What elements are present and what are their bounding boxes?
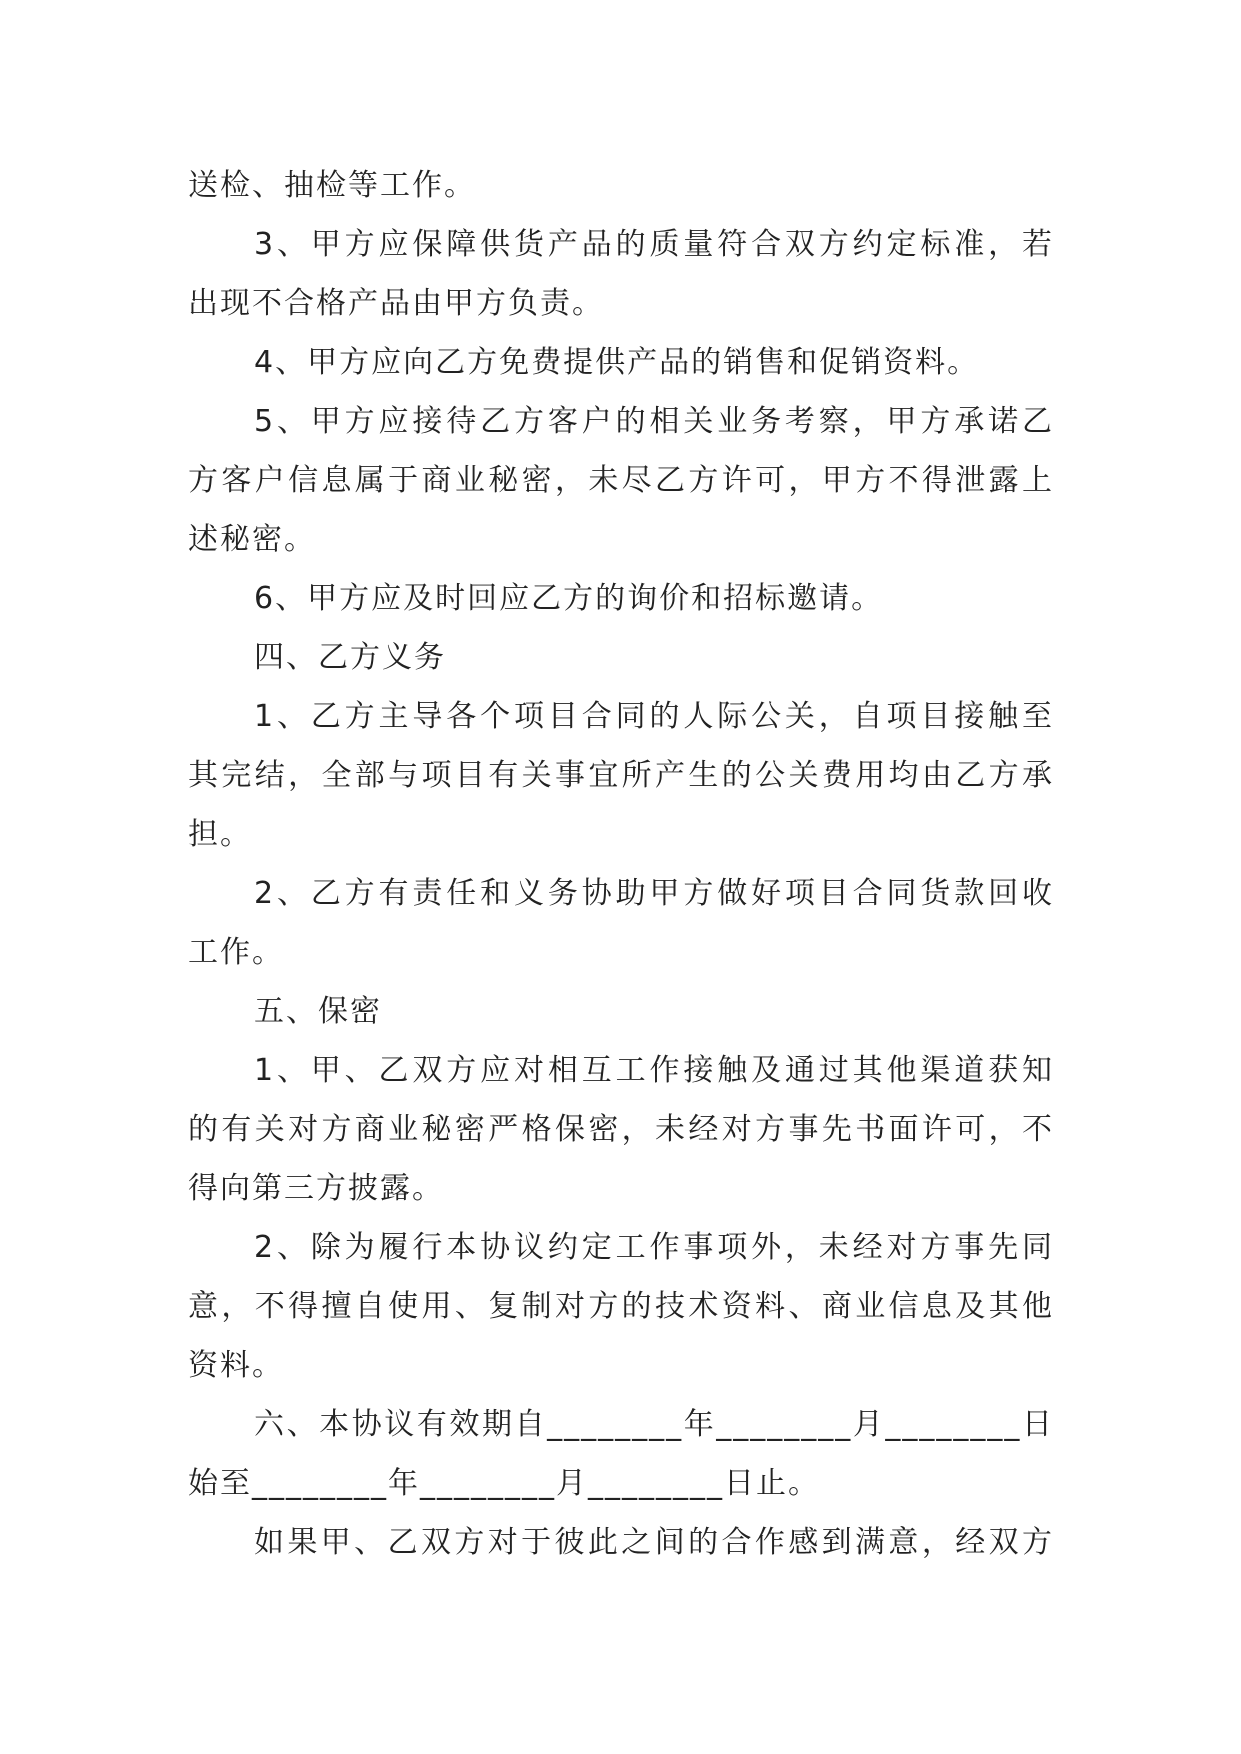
validity-period-line: 始至________年________月________日止。 — [188, 1466, 820, 1501]
clause-line: 1、甲、乙双方应对相互工作接触及通过其他渠道获知 — [254, 1053, 1054, 1088]
text-line: 送检、抽检等工作。 — [188, 168, 476, 203]
validity-period-line: 六、本协议有效期自________年________月________日 — [254, 1407, 1054, 1442]
text-line: 担。 — [188, 817, 252, 852]
text-line: 出现不合格产品由甲方负责。 — [188, 286, 604, 321]
clause-line: 2、除为履行本协议约定工作事项外，未经对方事先同 — [254, 1230, 1054, 1265]
text-line: 资料。 — [188, 1348, 284, 1383]
clause-line: 2、乙方有责任和义务协助甲方做好项目合同货款回收 — [254, 876, 1054, 911]
text-line: 意，不得擅自使用、复制对方的技术资料、商业信息及其他 — [188, 1289, 1054, 1324]
text-line: 的有关对方商业秘密严格保密，未经对方事先书面许可，不 — [188, 1112, 1054, 1147]
text-line: 其完结，全部与项目有关事宜所产生的公关费用均由乙方承 — [188, 758, 1054, 793]
clause-line: 1、乙方主导各个项目合同的人际公关，自项目接触至 — [254, 699, 1054, 734]
section-heading: 五、保密 — [254, 994, 382, 1029]
clause-line: 如果甲、乙双方对于彼此之间的合作感到满意，经双方 — [254, 1525, 1054, 1560]
text-line: 得向第三方披露。 — [188, 1171, 444, 1206]
document-body — [188, 156, 1054, 1572]
clause-line: 6、甲方应及时回应乙方的询价和招标邀请。 — [254, 581, 884, 616]
clause-line: 3、甲方应保障供货产品的质量符合双方约定标准，若 — [254, 227, 1054, 262]
clause-line: 4、甲方应向乙方免费提供产品的销售和促销资料。 — [254, 345, 980, 380]
clause-line: 5、甲方应接待乙方客户的相关业务考察，甲方承诺乙 — [254, 404, 1054, 439]
section-heading: 四、乙方义务 — [254, 640, 446, 675]
text-line: 工作。 — [188, 935, 284, 970]
text-line: 述秘密。 — [188, 522, 316, 557]
text-line: 方客户信息属于商业秘密，未尽乙方许可，甲方不得泄露上 — [188, 463, 1054, 498]
